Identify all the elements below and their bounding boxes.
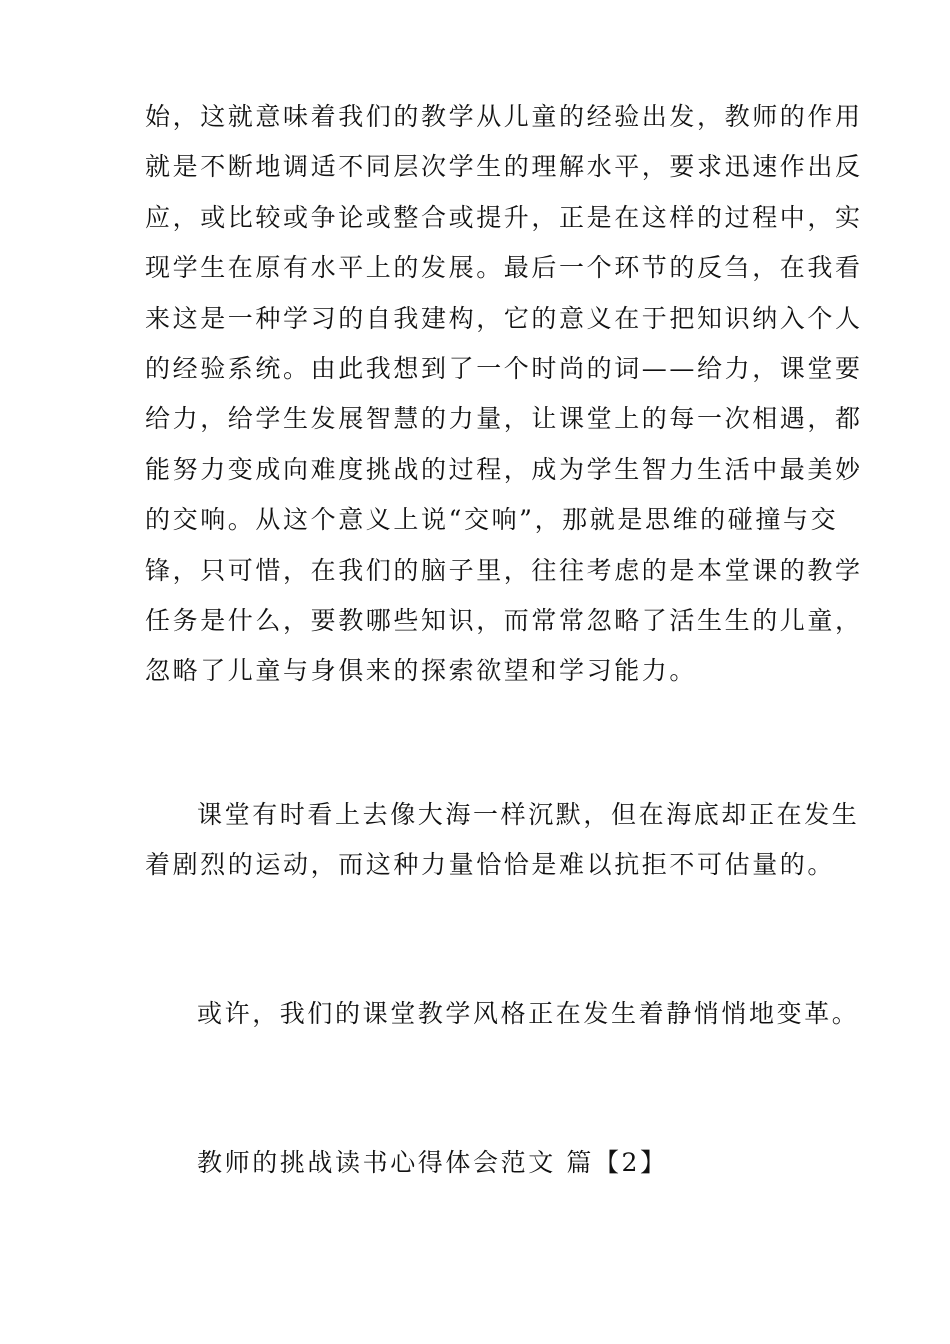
- body-paragraph-3: [145, 989, 860, 1039]
- text-line: 锋，只可惜，在我们的脑子里，往往考虑的是本堂课的教学: [145, 555, 863, 585]
- text-line: 课堂有时看上去像大海一样沉默，但在海底却正在发生: [197, 800, 860, 829]
- text-line: 着剧烈的运动，而这种力量恰恰是难以抗拒不可估量的。: [145, 850, 836, 880]
- text-line: 忽略了儿童与身俱来的探索欲望和学习能力。: [145, 656, 698, 686]
- body-paragraph-2: [145, 790, 860, 891]
- text-line: 给力，给学生发展智慧的力量，让课堂上的每一次相遇，都: [145, 404, 863, 434]
- text-line: 始，这就意味着我们的教学从儿童的经验出发，教师的作用: [145, 102, 863, 131]
- section-heading: [145, 1138, 807, 1188]
- text-line: 任务是什么，要教哪些知识，而常常忽略了活生生的儿童，: [145, 605, 863, 635]
- text-line: 的经验系统。由此我想到了一个时尚的词——给力，课堂要: [145, 353, 863, 383]
- text-line: 能努力变成向难度挑战的过程，成为学生智力生活中最美妙: [145, 454, 863, 484]
- text-line: 的交响。从这个意义上说“交响”，那就是思维的碰撞与交: [145, 505, 839, 535]
- body-paragraph-1: [145, 92, 863, 697]
- text-line: 应，或比较或争论或整合或提升，正是在这样的过程中，实: [145, 202, 863, 232]
- text-line: 来这是一种学习的自我建构，它的意义在于把知识纳入个人: [145, 303, 863, 333]
- text-line: 就是不断地调适不同层次学生的理解水平，要求迅速作出反: [145, 152, 863, 182]
- text-line: 现学生在原有水平上的发展。最后一个环节的反刍，在我看: [145, 253, 863, 283]
- text-line: 或许，我们的课堂教学风格正在发生着静悄悄地变革。: [197, 999, 860, 1028]
- heading-text: 教师的挑战读书心得体会范文 篇【2】: [197, 1148, 668, 1177]
